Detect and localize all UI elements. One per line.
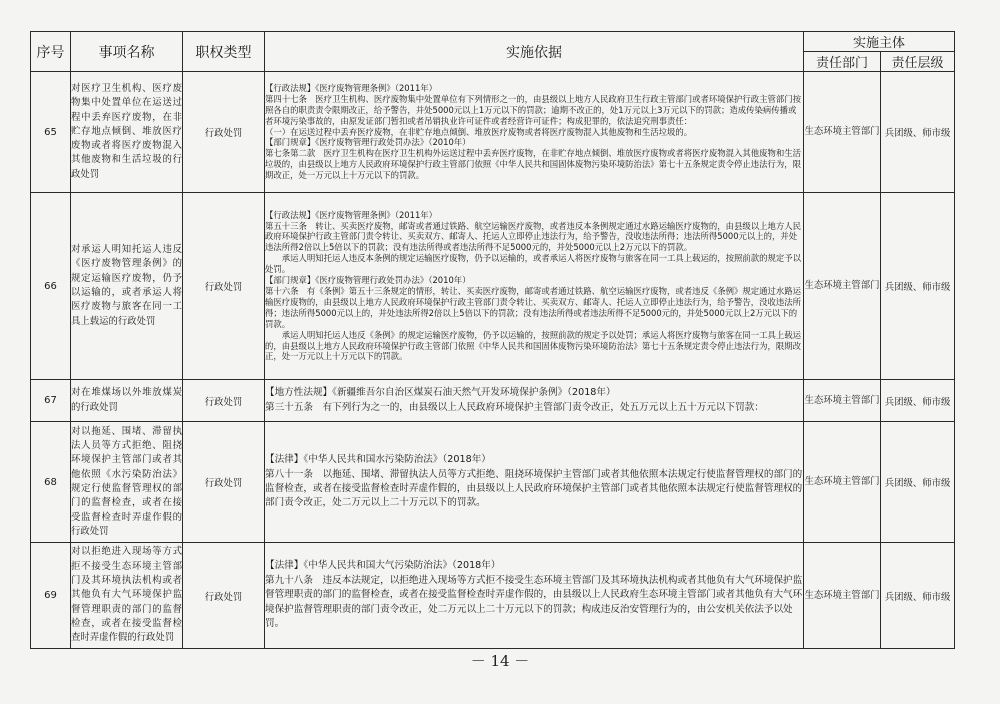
basis-clause: （一）在运送过程中丢弃医疗废物，在非贮存地点倾倒、堆放医疗废物或者将医疗废物混入其他废物和生活垃圾的。 [265,126,693,137]
row-dept: 生态环境主管部门 [804,543,881,649]
row-level: 兵团级、师市级 [881,422,955,543]
table-row [31,422,955,543]
row-item-name: 对承运人明知托运人违反《医疗废物管理条例》的规定运输医疗废物，仍予以运输的，或者承运人将医疗废物与旅客在同一工具上载运的行政处罚 [71,193,183,380]
basis-paragraph: 承运人明知托运人违反本条例的规定运输医疗废物，仍予以运输的，或者承运人将医疗废物与旅客在同一工具上载运的，按照前款的规定予以处罚。 [265,253,802,275]
basis-source: 【行政法规】《医疗废物管理条例》（2011年） [265,209,438,220]
basis-source: 【法律】《中华人民共和国大气污染防治法》（2018年） [265,560,501,572]
row-power-type: 行政处罚 [183,193,265,380]
row-basis [265,422,804,543]
row-basis [265,380,804,422]
row-seq: 67 [31,380,71,422]
row-level: 兵团级、师市级 [881,543,955,649]
row-dept: 生态环境主管部门 [804,193,881,380]
row-basis [265,543,804,649]
row-power-type: 行政处罚 [183,72,265,193]
row-item-name: 对在堆煤场以外堆放煤炭的行政处罚 [71,380,183,422]
basis-article: 第九十八条 违反本法规定，以拒绝进入现场等方式拒不接受生态环境主管部门及其环境执法机构或者其他负有大气环境保护监督管理职责的部门的监督检查，或者在接受监督检查时弄虚作假的，由县级以上人民政府生态环境主管部门或者其他负有大气环境保护监督管理职责的部门责令改正，处二万元以上二十万元以下的罚款；构成违反治安管理行为的，由公安机关依法予以处罚。 [265,574,803,630]
row-item-name: 对医疗卫生机构、医疗废物集中处置单位在运送过程中丢弃医疗废物，在非贮存地点倾倒、堆放医疗废物或者将医疗废物混入其他废物和生活垃圾的行政处罚 [71,72,183,193]
basis-article: 第八十一条 以拖延、围堵、滞留执法人员等方式拒绝、阻挠环境保护主管部门或者其他依照本法规定行使监督管理权的部门的监督检查，或者在接受监督检查时弄虚作假的，由县级以上人民政府环境保护主管部门或者其他依照本法规定行使监督管理权的部门责令改正，处二万元以上二十万元以下的罚款。 [265,468,803,509]
basis-article: 第四十七条 医疗卫生机构、医疗废物集中处置单位有下列情形之一的，由县级以上地方人民政府卫生行政主管部门或者环境保护行政主管部门按照各自的职责责令限期改正，给予警告，并处5000元以上1万元以下的罚款；逾期不改正的，处1万元以上3万元以下的罚款；造成传染病传播或者环境污染事故的，由原发证部门暂扣或者吊销执业许可证件或者经营许可证件；构成犯罪的，依法追究刑事责任： [265,93,801,126]
table-row [31,72,955,193]
table-row [31,380,955,422]
row-dept: 生态环境主管部门 [804,380,881,422]
basis-source: 【地方性法规】《新疆维吾尔自治区煤炭石油天然气开发环境保护条例》（2018年） [265,387,616,399]
basis-source: 【部门规章】《医疗废物管理行政处罚办法》（2010年） [265,137,471,148]
table-row [31,543,955,649]
row-seq: 66 [31,193,71,380]
row-level: 兵团级、师市级 [881,72,955,193]
basis-article: 第七条第二款 医疗卫生机构在医疗卫生机构外运送过程中丢弃医疗废物，在非贮存地点倾倒、堆放医疗废物或者将医疗废物混入其他废物和生活垃圾的，由县级以上地方人民政府环境保护行政主管部门依照《中华人民共和国固体废物污染环境防治法》第七十五条规定责令停止违法行为，限期改正，处一万元以上十万元以下的罚款。 [265,148,801,181]
basis-source: 【部门规章】《医疗废物管理行政处罚办法》（2010年） [265,275,471,286]
page-number: － 14 － [470,652,530,670]
row-seq: 65 [31,72,71,193]
basis-source: 【行政法规】《医疗废物管理条例》（2011年） [265,82,438,93]
row-dept: 生态环境主管部门 [804,72,881,193]
row-power-type: 行政处罚 [183,380,265,422]
header-subject: 实施主体 [804,32,955,52]
basis-paragraph: 承运人明知托运人违反《条例》的规定运输医疗废物，仍予以运输的，按照前款的规定予以处罚；承运人将医疗废物与旅客在同一工具上载运的，由县级以上地方人民政府环境保护行政主管部门依照《中华人民共和国固体废物污染环境防治法》第七十五条规定责令停止违法行为，限期改正，处一万元以上十万元以下的罚款。 [265,329,802,362]
header-row [31,32,955,52]
header-basis: 实施依据 [265,32,804,72]
row-power-type: 行政处罚 [183,543,265,649]
row-basis [265,193,804,380]
row-level: 兵团级、师市级 [881,380,955,422]
basis-article: 第十六条 有《条例》第五十三条规定的情形，转让、买卖医疗废物，邮寄或者通过铁路、航空运输医疗废物，或者违反《条例》规定通过水路运输医疗废物的，由县级以上地方人民政府环境保护行政主管部门责令转让、买卖双方、邮寄人、托运人立即停止违法行为，给予警告，没收违法所得；违法所得5000元以上的，并处违法所得2倍以上5倍以下的罚款；没有违法所得或者违法所得不足5000元的，并处5000元以上2万元以下的罚款。 [265,286,801,329]
header-power-type: 职权类型 [183,32,265,72]
row-dept: 生态环境主管部门 [804,422,881,543]
header-item-name: 事项名称 [71,32,183,72]
basis-article: 第三十五条 有下列行为之一的，由县级以上人民政府环境保护主管部门责令改正，处五万元以上五十万元以下罚款： [265,401,764,413]
row-power-type: 行政处罚 [183,422,265,543]
row-item-name: 对以拖延、围堵、滞留执法人员等方式拒绝、阻挠环境保护主管部门或者其他依照《水污染防治法》规定行使监督管理权的部门的监督检查，或者在接受监督检查时弄虚作假的行政处罚 [71,422,183,543]
basis-article: 第五十三条 转让、买卖医疗废物，邮寄或者通过铁路、航空运输医疗废物，或者违反本条例规定通过水路运输医疗废物的，由县级以上地方人民政府环境保护行政主管部门责令转让、买卖双方、邮寄人、托运人立即停止违法行为，给予警告，没收违法所得；违法所得5000元以上的，并处违法所得2倍以上5倍以下的罚款；没有违法所得或者违法所得不足5000元的，并处5000元以上2万元以下的罚款。 [265,220,801,253]
header-seq: 序号 [31,32,71,72]
table-row [31,193,955,380]
row-basis [265,72,804,193]
row-seq: 69 [31,543,71,649]
row-item-name: 对以拒绝进入现场等方式拒不接受生态环境主管部门及其环境执法机构或者其他负有大气环境保护监督管理职责的部门的监督检查，或者在接受监督检查时弄虚作假的行政处罚 [71,543,183,649]
row-level: 兵团级、师市级 [881,193,955,380]
row-seq: 68 [31,422,71,543]
power-list-table [30,31,955,649]
header-dept: 责任部门 [804,52,881,72]
basis-source: 【法律】《中华人民共和国水污染防治法》（2018年） [265,454,491,466]
header-level: 责任层级 [881,52,955,72]
